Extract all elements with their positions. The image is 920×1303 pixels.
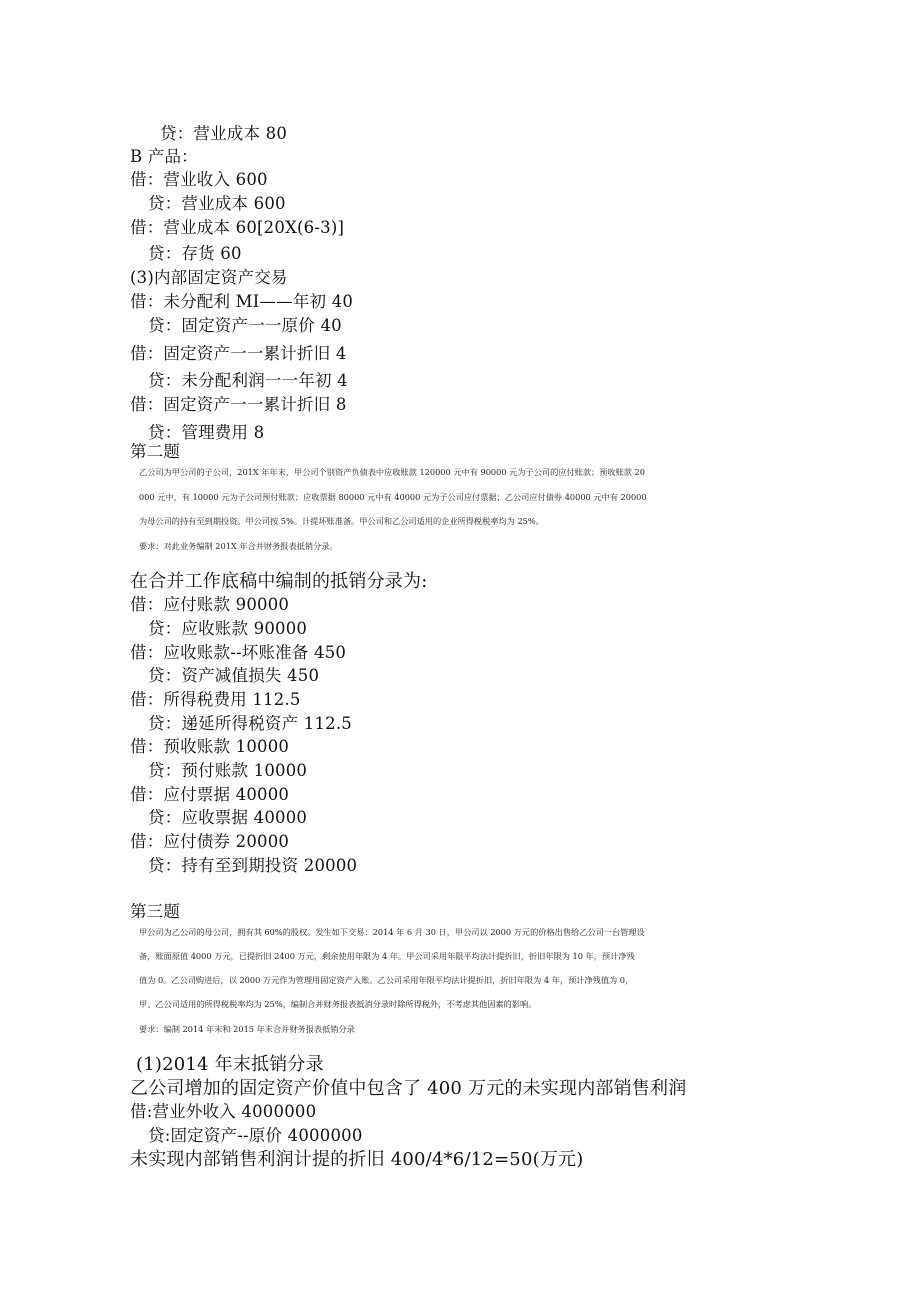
question-line: 为母公司的持有至到期投资。甲公司按 5%。计提坏账准备。甲公司和乙公司适用的企业所得税税率均为 25%。	[139, 516, 544, 526]
entry-line: 借：未分配利 MI——年初 40	[130, 292, 354, 311]
entry-line: 借：应付债券 20000	[130, 832, 290, 851]
question-line: 备，账面原值 4000 万元，已提折旧 2400 万元，剩余使用年限为 4 年。甲公司采用年限平均法计提折旧，折旧年限为 10 年，预计净残	[139, 951, 635, 961]
entry-line: B 产品：	[130, 147, 198, 166]
entry-line: 贷：应收账款 90000	[148, 619, 308, 638]
question-line: 值为 0。乙公司购进后，以 2000 万元作为管理用固定资产入账。乙公司采用年限平均法计提折旧，折旧年限为 4 年，预计净残值为 0，	[139, 975, 634, 985]
entry-line: 借：应付账款 90000	[130, 595, 290, 614]
section-title: 第三题	[130, 902, 181, 921]
entry-line: 贷:固定资产--原价 4000000	[148, 1126, 363, 1145]
intro-text: 在合并工作底稿中编制的抵销分录为:	[130, 571, 428, 592]
entry-line: 贷：持有至到期投资 20000	[148, 856, 358, 875]
entry-line: (1)2014 年末抵销分录	[136, 1054, 324, 1075]
entry-line: 借：固定资产一一累计折旧 4	[130, 344, 347, 363]
entry-line: 未实现内部销售利润计提的折旧 400/4*6/12=50(万元)	[130, 1149, 584, 1170]
requirement-text: 要求：编制 2014 年末和 2015 年末合并财务报表抵销分录	[139, 1024, 355, 1034]
question-line: 乙公司为甲公司的子公司，201X 年年末，甲公司个别资产负债表中应收账款 120000 元中有 90000 元为子公司的应付账款；预收账款 20	[139, 467, 645, 477]
entry-line: 借：应收账款--坏账准备 450	[130, 643, 347, 662]
entry-line: 贷：营业成本 80	[160, 124, 288, 143]
section-title: 第二题	[130, 442, 181, 461]
entry-line: 乙公司增加的固定资产价值中包含了 400 万元的未实现内部销售利润	[130, 1078, 687, 1099]
question-line: 甲、乙公司适用的所得税税率均为 25%，编制合并财务报表抵消分录时除所得税外，不考虑其他因素的影响。	[139, 999, 537, 1009]
entry-line: 借:营业外收入 4000000	[130, 1102, 317, 1121]
entry-line: 借：预收账款 10000	[130, 737, 290, 756]
question-line: 甲公司为乙公司的母公司，拥有其 60%的股权。发生如下交易：2014 年 6 月 30 日，甲公司以 2000 万元的价格出售给乙公司一台管理设	[139, 927, 645, 937]
entry-line: 贷：预付账款 10000	[148, 761, 308, 780]
entry-line: (3)内部固定资产交易	[130, 268, 288, 287]
entry-line: 贷：营业成本 600	[148, 194, 286, 213]
requirement-text: 要求：对此业务编制 201X 年合并财务报表抵销分录。	[139, 541, 338, 551]
entry-line: 贷：递延所得税资产 112.5	[148, 714, 352, 733]
entry-line: 贷：应收票据 40000	[148, 808, 308, 827]
question-line: 000 元中，有 10000 元为子公司预付账款；应收票据 80000 元中有 40000 元为子公司应付票据；乙公司应付债券 40000 元中有 20000	[139, 492, 647, 502]
entry-line: 借：所得税费用 112.5	[130, 690, 301, 709]
entry-line: 借：应付票据 40000	[130, 785, 290, 804]
entry-line: 贷：未分配利润一一年初 4	[148, 371, 348, 390]
entry-line: 借：营业收入 600	[130, 170, 268, 189]
entry-line: 借：固定资产一一累计折旧 8	[130, 395, 347, 414]
entry-line: 借：营业成本 60[20X(6-3)]	[130, 218, 345, 237]
entry-line: 贷：存货 60	[148, 244, 242, 263]
entry-line: 贷：资产减值损失 450	[148, 666, 320, 685]
entry-line: 贷：固定资产一一原价 40	[148, 316, 342, 335]
entry-line: 贷：管理费用 8	[148, 423, 265, 442]
